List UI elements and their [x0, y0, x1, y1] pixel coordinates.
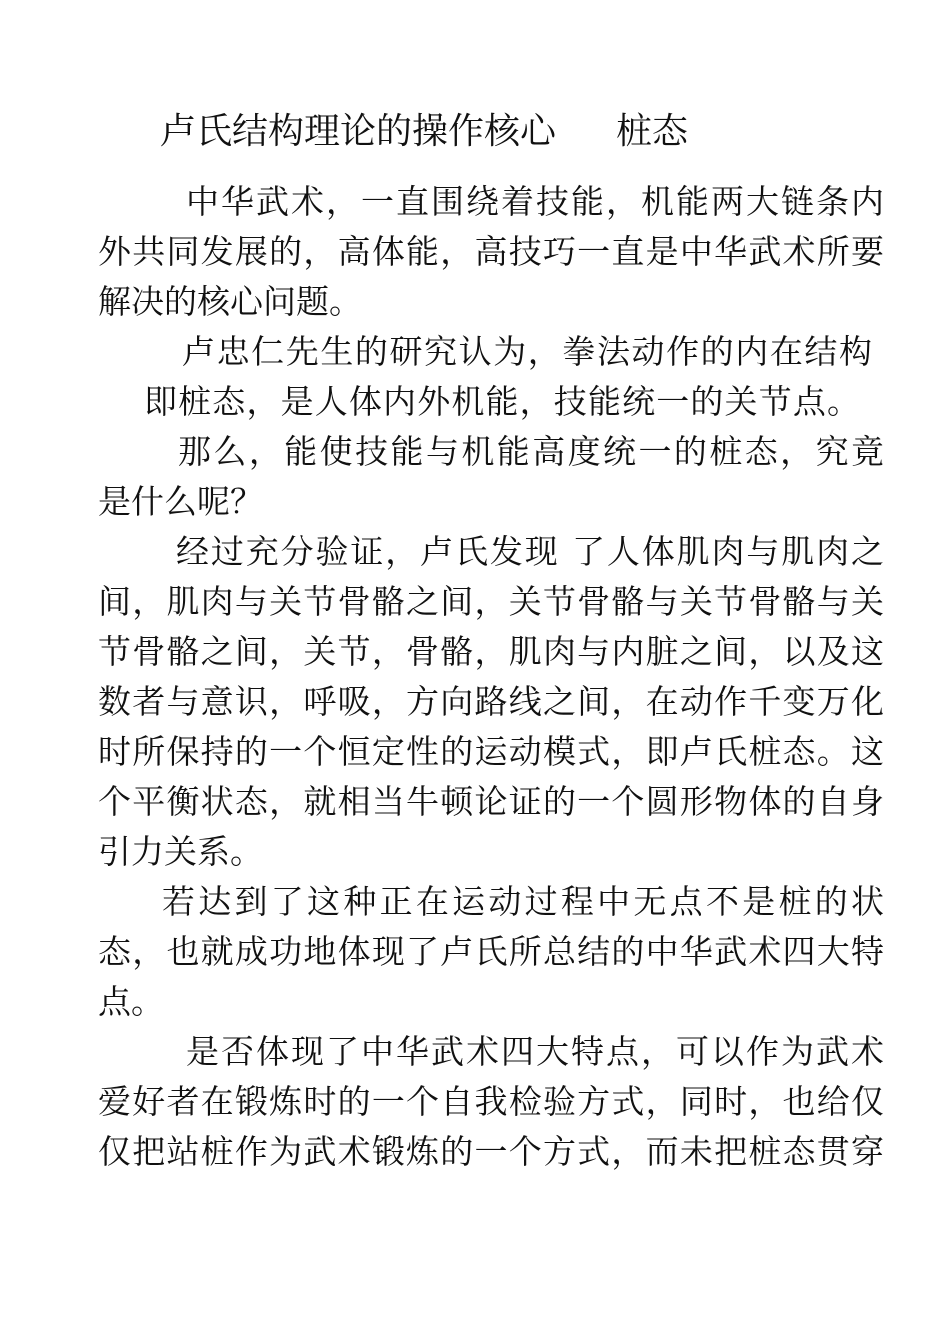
para-5-line-1: 若达到了这种正在运动过程中无点不是桩的状	[162, 882, 884, 921]
para-4-line-1: 经过充分验证，卢氏发现 了人体肌肉与肌肉之	[176, 532, 884, 571]
title-sub: 桩态	[616, 111, 689, 152]
para-4-line-2: 间，肌肉与关节骨骼之间，关节骨骼与关节骨骼与关	[98, 582, 884, 621]
para-4-line-7: 引力关系。	[98, 832, 263, 871]
para-1-line-3: 解决的核心问题。	[98, 282, 362, 321]
para-4-line-6: 个平衡状态，就相当牛顿论证的一个圆形物体的自身	[98, 782, 884, 821]
para-1-line-2: 外共同发展的，高体能，高技巧一直是中华武术所要	[98, 232, 884, 271]
para-6-line-2: 爱好者在锻炼时的一个自我检验方式，同时，也给仅	[98, 1082, 884, 1121]
para-6-line-1: 是否体现了中华武术四大特点，可以作为武术	[186, 1032, 884, 1071]
para-5-line-3: 点。	[98, 982, 164, 1021]
para-5-line-2: 态，也就成功地体现了卢氏所总结的中华武术四大特	[98, 932, 884, 971]
document-title	[160, 110, 688, 154]
para-6-line-3: 仅把站桩作为武术锻炼的一个方式，而未把桩态贯穿	[98, 1132, 884, 1171]
para-4-line-5: 时所保持的一个恒定性的运动模式，即卢氏桩态。这	[98, 732, 884, 771]
para-3-line-1: 那么，能使技能与机能高度统一的桩态，究竟	[178, 432, 884, 471]
para-2-line-1: 卢忠仁先生的研究认为，拳法动作的内在结构	[182, 332, 872, 371]
para-2-line-2: 即桩态，是人体内外机能，技能统一的关节点。	[144, 382, 860, 421]
para-1-line-1: 中华武术，一直围绕着技能，机能两大链条内	[186, 182, 884, 221]
para-4-line-4: 数者与意识，呼吸，方向路线之间，在动作千变万化	[98, 682, 884, 721]
title-main: 卢氏结构理论的操作核心	[160, 111, 557, 152]
para-3-line-2: 是什么呢？	[98, 482, 263, 521]
para-4-line-3: 节骨骼之间，关节，骨骼，肌肉与内脏之间，以及这	[98, 632, 884, 671]
